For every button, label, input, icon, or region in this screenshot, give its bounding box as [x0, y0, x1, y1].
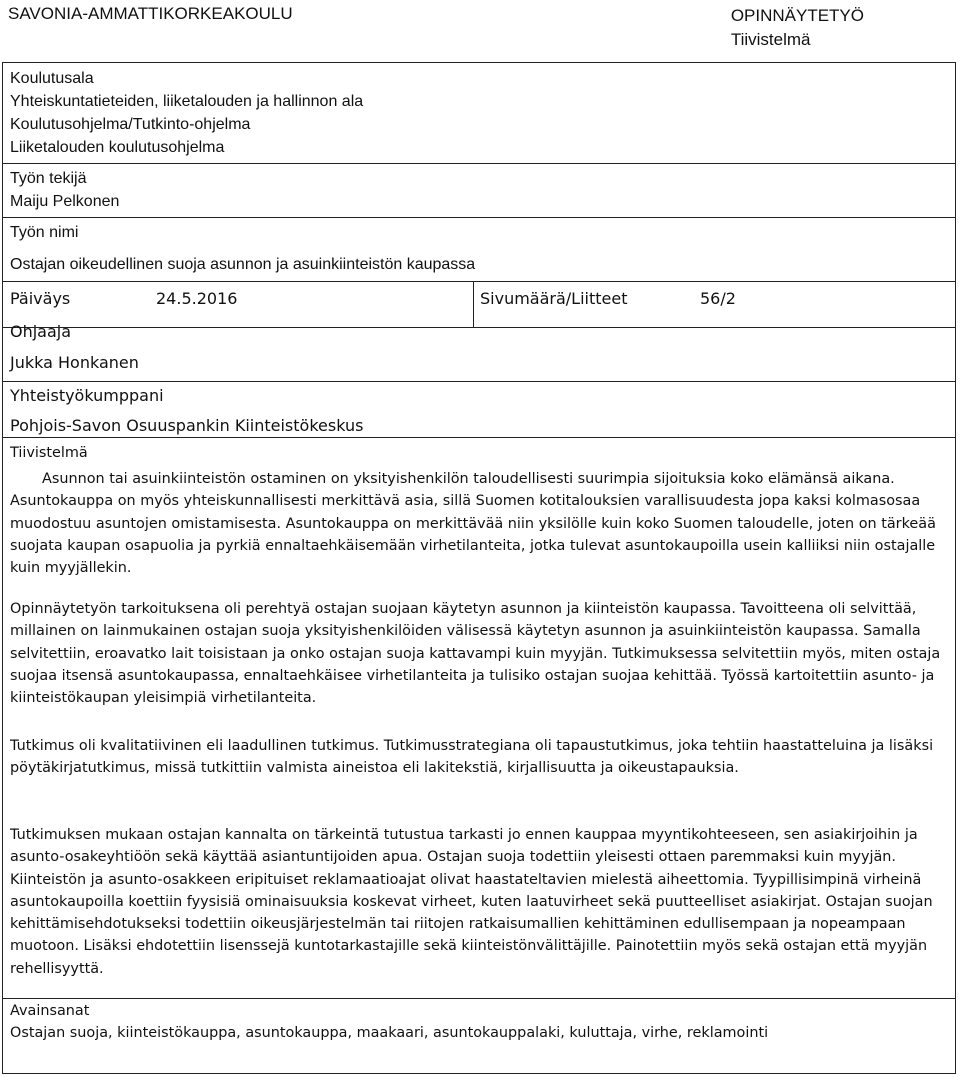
abstract-label: Tiivistelmä [10, 445, 88, 461]
field-title-label: Työn nimi [10, 224, 79, 241]
field-area-label: Koulutusala [10, 70, 94, 87]
divider [3, 281, 955, 282]
field-supervisor-value: Jukka Honkanen [10, 353, 139, 372]
keywords-label: Avainsanat [10, 1003, 90, 1019]
institution-name: SAVONIA-AMMATTIKORKEAKOULU [8, 4, 293, 23]
divider [3, 998, 955, 999]
field-date-label: Päiväys [10, 289, 71, 308]
field-area-value: Yhteiskuntatieteiden, liiketalouden ja hallinnon ala [10, 93, 364, 110]
divider [3, 327, 955, 328]
abstract-paragraph-3: Tutkimus oli kvalitatiivinen eli laadullinen tutkimus. Tutkimusstrategiana oli tapaustutkimus, joka tehtiin haastatteluina ja lisäksi pöytäkirjatutkimus, missä tutkittiin valmista aineistoa eli lakitekstiä, kirjallisuutta ja oikeustapauksia. [10, 738, 934, 777]
page-header [8, 4, 960, 52]
divider [3, 217, 955, 218]
document-type [731, 4, 864, 52]
divider [3, 381, 955, 382]
field-pages-value: 56/2 [700, 289, 736, 308]
field-author-value: Maiju Pelkonen [10, 193, 120, 210]
divider [473, 281, 474, 327]
field-author-label: Työn tekijä [10, 170, 87, 187]
abstract-paragraph-4: Tutkimuksen mukaan ostajan kannalta on tärkeintä tutustua tarkasti jo ennen kauppaa myyntikohteeseen, sen asiakirjoihin ja asunto-osakeyhtiöön sekä käyttää asiantuntijoiden apua. Ostajan suoja todettiin yleisesti ottaen paremmaksi kuin myyjän. Kiinteistön ja asunto-osakkeen eripituiset reklamaatioajat olivat haastateltavien mielestä aiheettomia. Tyypillisimpinä virheinä asuntokaupoilla koettiin fyysisiä ominaisuuksia koskevat virheet, kuten laatuvirheet sekä puutteelliset asiakirjat. Ostajan suojan kehittämisehdotukseksi todettiin oikeusjärjestelmän tai riitojen ratkaisumallien kehittäminen edullisempaan ja nopeampaan muotoon. Lisäksi ehdotettiin lisenssejä kuntotarkastajille sekä kiinteistönvälittäjille. Painotettiin myös sekä ostajan että myyjän rehellisyyttä. [10, 827, 933, 977]
field-programme-label: Koulutusohjelma/Tutkinto-ohjelma [10, 116, 251, 133]
field-title-value: Ostajan oikeudellinen suoja asunnon ja asuinkiinteistön kaupassa [10, 256, 476, 273]
divider [3, 437, 955, 438]
field-supervisor-label: Ohjaaja [10, 322, 72, 341]
divider [3, 163, 955, 164]
field-programme-value: Liiketalouden koulutusohjelma [10, 139, 225, 156]
document-subtype-label: Tiivistelmä [730, 30, 811, 49]
keywords-value: Ostajan suoja, kiinteistökauppa, asuntokauppa, maakaari, asuntokauppalaki, kuluttaja, virhe, reklamointi [10, 1025, 769, 1041]
document-type-label: OPINNÄYTETYÖ [730, 6, 864, 25]
abstract-paragraph-2: Opinnäytetyön tarkoituksena oli perehtyä ostajan suojaan käytetyn asunnon ja kiinteistön kaupassa. Tavoitteena oli selvittää, millainen on lainmukainen ostajan suoja yksityishenkilöiden välisessä käytetyn asunnon ja asuinkiinteistön kaupassa. Samalla selvitettiin, eroavatko lait toisistaan ja onko ostajan suoja kattavampi kuin myyjän. Tutkimuksessa selvitettiin myös, miten ostaja suojaa itsensä asuntokaupassa, ennaltaehkäisee virhetilanteita ja tulisiko ostajan suojaa kehittää. Työssä kartoitettiin asunto- ja kiinteistökaupan yleisimpiä virhetilanteita. [10, 601, 941, 707]
field-date-value: 24.5.2016 [156, 289, 238, 308]
thesis-info-form [2, 62, 956, 1074]
field-partner-label: Yhteistyökumppani [10, 386, 164, 405]
field-partner-value: Pohjois-Savon Osuuspankin Kiinteistökeskus [10, 416, 364, 435]
field-pages-label: Sivumäärä/Liitteet [480, 289, 628, 308]
abstract-paragraph-1: Asunnon tai asuinkiinteistön ostaminen on yksityishenkilön taloudellisesti suurimpia sijoituksia koko elämänsä aikana. Asuntokauppa on myös yhteiskunnallisesti merkittävä asia, sillä Suomen kotitalouksien varallisuudesta jopa kaksi kolmasosaa muodostuu asuntojen omistamisesta. Asuntokauppa on merkittävää niin yksilölle kuin koko Suomen taloudelle, joten on tärkeää suojata kaupan osapuolia ja pyrkiä ennaltaehkäisemään virhetilanteita, jotka tulevat asuntokaupoilla usein kalliiksi niin ostajalle kuin myyjällekin. [10, 471, 936, 577]
